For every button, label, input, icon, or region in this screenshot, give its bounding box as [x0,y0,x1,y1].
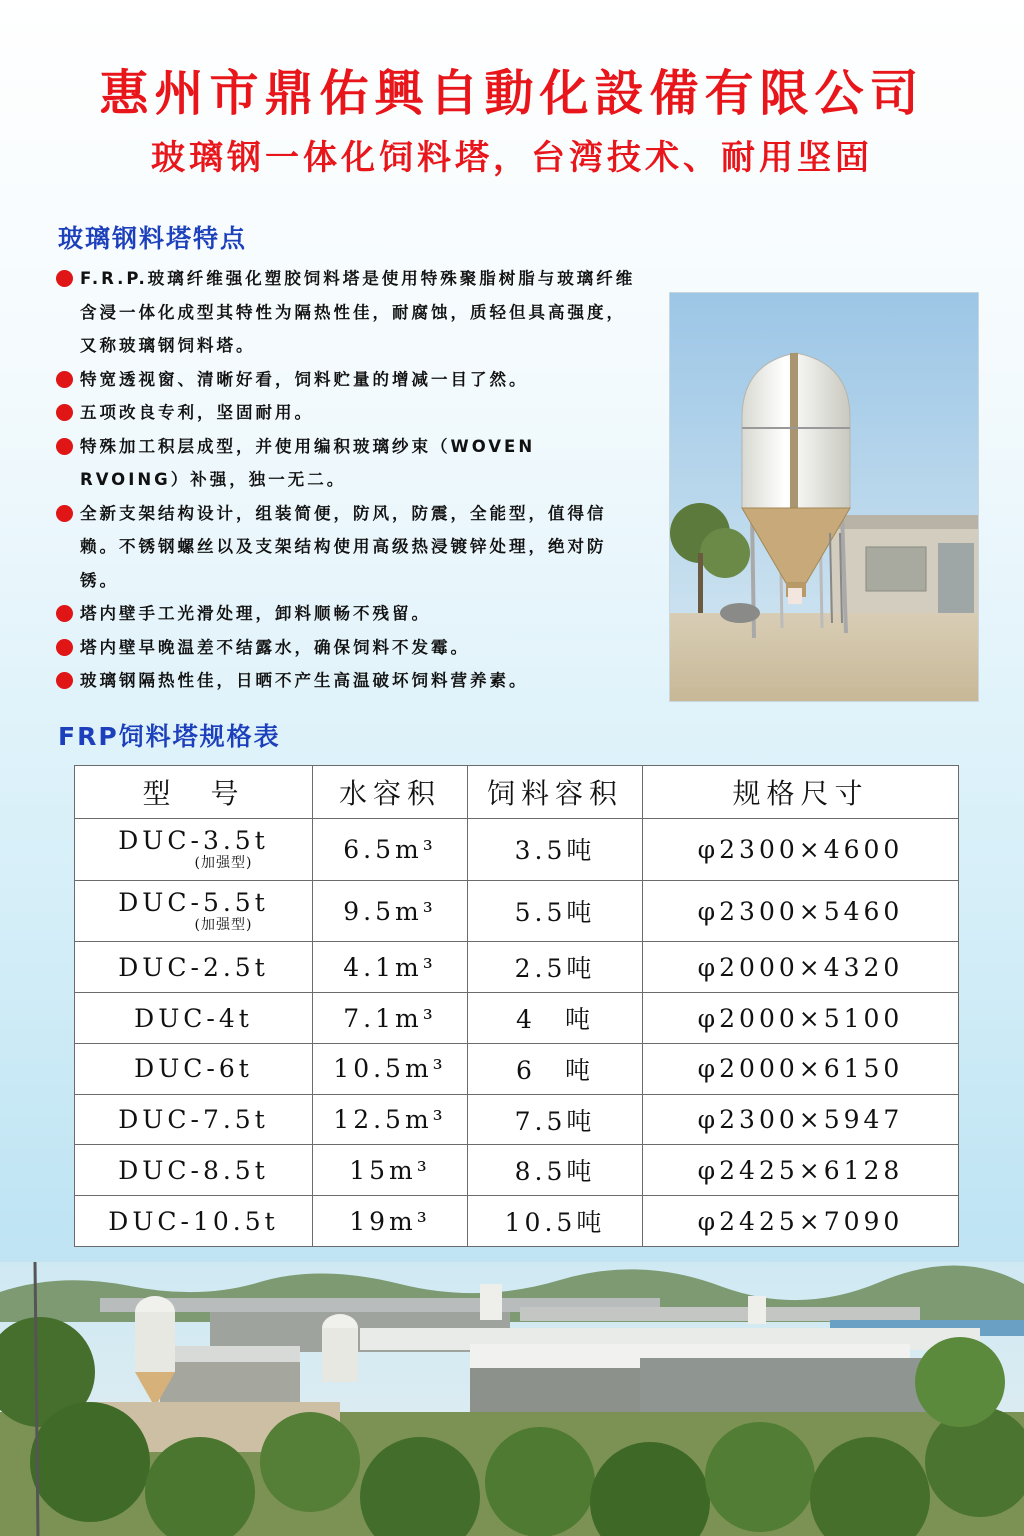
company-name: 惠州市鼎佑興自動化設備有限公司 [99,64,925,122]
model-cell: DUC-6t [75,1043,313,1094]
farm-panorama-photo [0,1262,1024,1536]
feature-item: 特殊加工积层成型，并使用编积玻璃纱束（WOVEN RVOING）补强，独一无二。 [56,430,636,497]
feed-volume-cell: 4 吨 [468,993,643,1044]
dimensions-cell: φ2425×6128 [643,1145,959,1196]
water-volume-cell: 7.1m³ [313,993,468,1044]
model-cell: DUC-4t [75,993,313,1044]
feed-volume-cell: 5.5吨 [468,880,643,942]
bullet-icon [56,270,73,287]
column-header-dimensions: 规格尺寸 [643,766,959,819]
model-cell: DUC-5.5t (加强型) [75,880,313,942]
spec-table-heading: FRP饲料塔规格表 [58,722,281,751]
dimensions-cell: φ2000×4320 [643,942,959,993]
water-volume-cell: 10.5m³ [313,1043,468,1094]
bullet-icon [56,505,73,522]
bullet-icon [56,672,73,689]
model-cell: DUC-7.5t [75,1094,313,1145]
feed-volume-cell: 7.5吨 [468,1094,643,1145]
feature-item: F.R.P.玻璃纤维强化塑胶饲料塔是使用特殊聚脂树脂与玻璃纤维含浸一体化成型其特性为隔热性佳，耐腐蚀，质轻但具高强度，又称玻璃钢饲料塔。 [56,262,636,363]
feed-volume-cell: 10.5吨 [468,1196,643,1247]
bullet-icon [56,371,73,388]
feature-item: 塔内壁手工光滑处理，卸料顺畅不残留。 [56,597,636,631]
water-volume-cell: 6.5m³ [313,819,468,881]
model-cell: DUC-2.5t [75,942,313,993]
table-row [75,880,959,942]
feed-volume-cell: 3.5吨 [468,819,643,881]
water-volume-cell: 19m³ [313,1196,468,1247]
silo-photo [669,292,979,702]
water-volume-cell: 12.5m³ [313,1094,468,1145]
bullet-icon [56,438,73,455]
model-cell: DUC-8.5t [75,1145,313,1196]
slogan: 玻璃钢一体化饲料塔，台湾技术、耐用坚固 [151,138,873,178]
column-header-water-volume: 水容积 [313,766,468,819]
dimensions-cell: φ2300×5460 [643,880,959,942]
table-row [75,1196,959,1247]
feed-volume-cell: 8.5吨 [468,1145,643,1196]
table-row [75,942,959,993]
dimensions-cell: φ2000×6150 [643,1043,959,1094]
table-row [75,1094,959,1145]
table-row [75,1145,959,1196]
column-header-model: 型 号 [75,766,313,819]
model-cell: DUC-3.5t (加强型) [75,819,313,881]
feature-item: 塔内壁早晚温差不结露水，确保饲料不发霉。 [56,631,636,665]
feature-item: 特宽透视窗、清晰好看，饲料贮量的增减一目了然。 [56,363,636,397]
bullet-icon [56,605,73,622]
spec-table [74,765,959,1247]
table-row [75,1043,959,1094]
table-header-row [75,766,959,819]
feature-item: 全新支架结构设计，组装简便，防风，防震，全能型，值得信赖。不锈钢螺丝以及支架结构使用高级热浸镀锌处理，绝对防锈。 [56,497,636,598]
table-row [75,819,959,881]
bullet-icon [56,404,73,421]
bullet-icon [56,639,73,656]
features-list [56,262,636,698]
feed-volume-cell: 2.5吨 [468,942,643,993]
feature-item: 玻璃钢隔热性佳，日晒不产生高温破坏饲料营养素。 [56,664,636,698]
water-volume-cell: 15m³ [313,1145,468,1196]
water-volume-cell: 9.5m³ [313,880,468,942]
feature-item: 五项改良专利，坚固耐用。 [56,396,636,430]
dimensions-cell: φ2300×4600 [643,819,959,881]
dimensions-cell: φ2000×5100 [643,993,959,1044]
column-header-feed-volume: 饲料容积 [468,766,643,819]
dimensions-cell: φ2425×7090 [643,1196,959,1247]
table-row [75,993,959,1044]
feed-volume-cell: 6 吨 [468,1043,643,1094]
dimensions-cell: φ2300×5947 [643,1094,959,1145]
features-heading: 玻璃钢料塔特点 [58,224,248,253]
water-volume-cell: 4.1m³ [313,942,468,993]
model-cell: DUC-10.5t [75,1196,313,1247]
